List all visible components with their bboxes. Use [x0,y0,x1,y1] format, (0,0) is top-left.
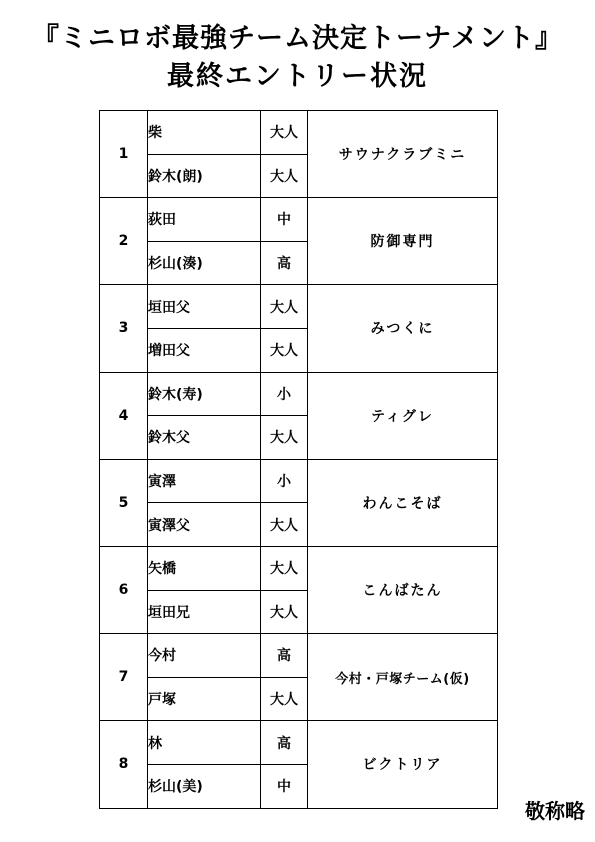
member-name: 矢橋 [148,546,261,590]
team-name: ビクトリア [308,721,498,808]
member-class: 大人 [261,285,308,329]
team-name: 防御専門 [308,198,498,285]
team-number: 1 [100,111,148,198]
member-name: 林 [148,721,261,765]
entry-table [99,110,498,809]
table-row [100,198,498,242]
member-name: 今村 [148,634,261,678]
member-class: 大人 [261,154,308,198]
team-name: サウナクラブミニ [308,111,498,198]
team-number: 5 [100,459,148,546]
table-row [100,372,498,416]
table-row [100,634,498,678]
member-name: 戸塚 [148,677,261,721]
member-name: 寅澤父 [148,503,261,547]
team-name: こんばたん [308,546,498,633]
team-name: 今村・戸塚チーム(仮) [308,634,498,721]
team-number: 8 [100,721,148,808]
team-number: 3 [100,285,148,372]
member-class: 高 [261,721,308,765]
team-number: 7 [100,634,148,721]
member-class: 大人 [261,590,308,634]
honorifics-omitted-note: 敬称略 [525,799,585,823]
member-class: 小 [261,372,308,416]
table-row [100,459,498,503]
member-name: 垣田父 [148,285,261,329]
team-name: みつくに [308,285,498,372]
member-name: 鈴木(朗) [148,154,261,198]
member-class: 小 [261,459,308,503]
table-row [100,546,498,590]
document-title: 『ミニロボ最強チーム決定トーナメント』 [32,23,563,54]
member-class: 大人 [261,328,308,372]
member-class: 大人 [261,546,308,590]
table-row [100,111,498,155]
member-class: 高 [261,241,308,285]
team-number: 6 [100,546,148,633]
table-row [100,721,498,765]
member-class: 大人 [261,677,308,721]
member-class: 中 [261,198,308,242]
member-name: 垣田兄 [148,590,261,634]
member-name: 杉山(美) [148,764,261,808]
team-name: わんこそば [308,459,498,546]
team-name: ティグレ [308,372,498,459]
member-name: 鈴木(寿) [148,372,261,416]
document-subtitle: 最終エントリー状況 [167,61,428,92]
member-name: 柴 [148,111,261,155]
member-name: 鈴木父 [148,416,261,460]
member-name: 杉山(湊) [148,241,261,285]
member-class: 大人 [261,111,308,155]
member-class: 大人 [261,416,308,460]
member-class: 中 [261,764,308,808]
member-name: 寅澤 [148,459,261,503]
team-number: 4 [100,372,148,459]
member-class: 大人 [261,503,308,547]
table-row [100,285,498,329]
member-name: 荻田 [148,198,261,242]
member-name: 増田父 [148,328,261,372]
member-class: 高 [261,634,308,678]
team-number: 2 [100,198,148,285]
